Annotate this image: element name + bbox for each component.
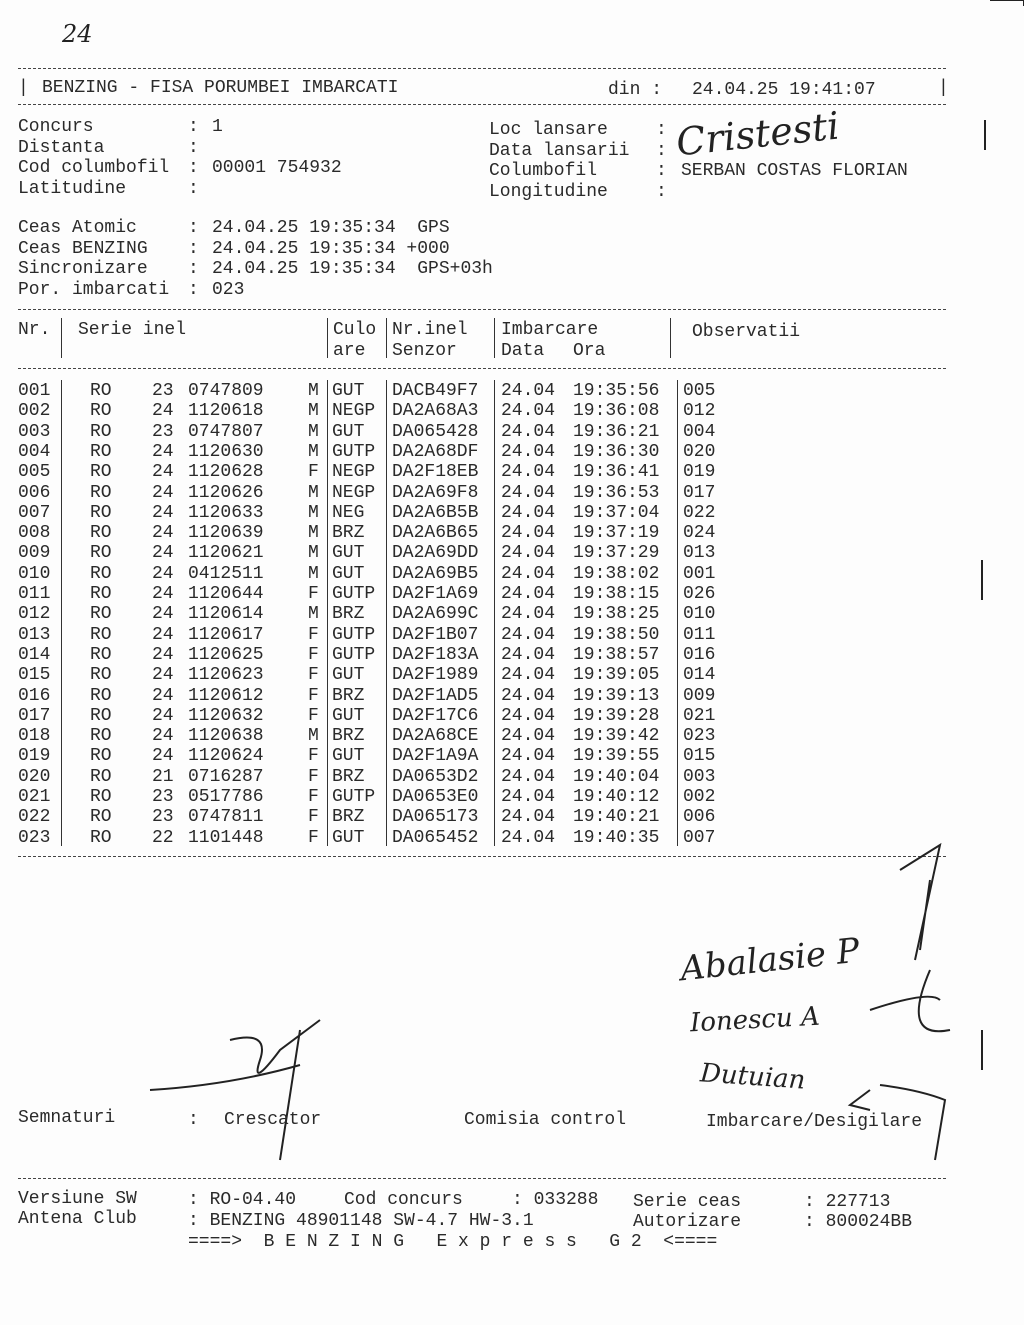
row-nr: 011	[18, 584, 51, 604]
row-time: 19:39:55	[573, 746, 660, 767]
row-date: 24.04	[501, 787, 556, 807]
row-year: 24	[152, 705, 174, 726]
row-date: 24.04	[501, 563, 556, 584]
row-ring-number: 0747811	[188, 807, 264, 828]
row-color: GUT	[332, 563, 365, 584]
info-value: 1	[212, 117, 223, 137]
din-label: din :	[608, 80, 663, 100]
row-nr: 021	[18, 787, 51, 807]
row-date: 24.04	[501, 726, 556, 747]
row-sensor: DA2A68CE	[392, 726, 479, 747]
row-country: RO	[90, 482, 112, 503]
cod-concurs-value: : 033288	[512, 1190, 599, 1210]
info-label: Data lansarii	[489, 140, 630, 161]
row-year: 24	[152, 502, 174, 523]
header-senzor: Senzor	[392, 341, 457, 361]
info-label: Columbofil	[489, 161, 598, 181]
info-colon: :	[188, 117, 199, 137]
row-sex: F	[308, 766, 319, 787]
row-sex: M	[308, 401, 319, 422]
row-country: RO	[90, 462, 112, 483]
row-nr: 016	[18, 685, 51, 706]
row-observatii: 026	[683, 584, 716, 604]
row-ring-number: 1120639	[188, 523, 264, 544]
serie-ceas-value: : 227713	[804, 1192, 891, 1212]
row-year: 23	[152, 807, 174, 828]
handwritten-loc-lansare: Cristesti	[674, 103, 842, 165]
info-colon: :	[656, 181, 667, 202]
row-observatii: 010	[683, 604, 716, 625]
row-time: 19:40:35	[573, 827, 660, 848]
row-observatii: 015	[683, 746, 716, 767]
header-ora: Ora	[573, 341, 606, 361]
row-year: 23	[152, 381, 174, 401]
row-color: GUTP	[332, 584, 376, 604]
row-date: 24.04	[501, 705, 556, 726]
row-nr: 001	[18, 381, 51, 401]
row-observatii: 014	[683, 665, 716, 686]
clock-label: Ceas BENZING	[18, 238, 148, 259]
row-ring-number: 1120633	[188, 502, 264, 523]
row-color: BRZ	[332, 726, 365, 747]
row-color: GUTP	[332, 441, 376, 462]
row-sensor: DA2A69DD	[392, 543, 479, 564]
row-nr: 017	[18, 705, 51, 726]
row-sensor: DA2A6B5B	[392, 502, 479, 523]
row-date: 24.04	[501, 482, 556, 503]
row-sex: F	[308, 827, 319, 848]
row-ring-number: 1120623	[188, 665, 264, 686]
row-ring-number: 0747807	[188, 421, 264, 442]
row-nr: 006	[18, 482, 51, 503]
row-time: 19:37:04	[573, 502, 660, 523]
info-label: Distanta	[18, 137, 105, 158]
header-nr: Nr.	[18, 320, 51, 340]
row-observatii: 012	[683, 401, 716, 422]
row-time: 19:40:12	[573, 787, 660, 807]
row-country: RO	[90, 705, 112, 726]
row-observatii: 001	[683, 563, 716, 584]
row-color: BRZ	[332, 685, 365, 706]
row-time: 19:38:25	[573, 604, 660, 625]
row-date: 24.04	[501, 584, 556, 604]
clock-label: Por. imbarcati	[18, 279, 170, 300]
handwritten-name: Dutuian	[699, 1058, 807, 1096]
document-title: BENZING - FISA PORUMBEI IMBARCATI	[42, 78, 399, 98]
row-color: GUT	[332, 543, 365, 564]
row-time: 19:39:28	[573, 705, 660, 726]
row-year: 24	[152, 624, 174, 645]
row-sex: M	[308, 604, 319, 625]
info-colon: :	[656, 161, 667, 181]
row-year: 24	[152, 523, 174, 544]
row-sensor: DA2F1989	[392, 665, 479, 686]
antena-label: Antena Club	[18, 1209, 137, 1229]
row-color: GUTP	[332, 624, 376, 645]
row-year: 24	[152, 482, 174, 503]
row-color: NEGP	[332, 462, 376, 483]
header-culoare: Culo	[333, 320, 377, 340]
row-year: 24	[152, 462, 174, 483]
row-ring-number: 1120614	[188, 604, 264, 625]
row-nr: 022	[18, 807, 51, 828]
clock-colon: :	[188, 279, 199, 300]
row-observatii: 011	[683, 624, 716, 645]
row-country: RO	[90, 502, 112, 523]
row-color: GUTP	[332, 644, 376, 665]
row-time: 19:37:19	[573, 523, 660, 544]
handwritten-name: Ionescu A	[689, 1001, 821, 1039]
clock-value: 24.04.25 19:35:34 GPS	[212, 218, 450, 238]
clock-colon: :	[188, 259, 199, 279]
row-year: 24	[152, 401, 174, 422]
row-color: BRZ	[332, 604, 365, 625]
clock-label: Ceas Atomic	[18, 218, 137, 238]
header-serie: Serie inel	[78, 320, 187, 340]
row-sensor: DACB49F7	[392, 381, 479, 401]
row-color: NEGP	[332, 401, 376, 422]
row-sensor: DA0653D2	[392, 766, 479, 787]
row-date: 24.04	[501, 644, 556, 665]
row-ring-number: 0517786	[188, 787, 264, 807]
row-country: RO	[90, 766, 112, 787]
row-sensor: DA2F183A	[392, 644, 479, 665]
row-time: 19:38:15	[573, 584, 660, 604]
row-country: RO	[90, 787, 112, 807]
row-year: 24	[152, 563, 174, 584]
row-sex: F	[308, 705, 319, 726]
row-country: RO	[90, 381, 112, 401]
row-ring-number: 1120618	[188, 401, 264, 422]
row-sensor: DA2F18EB	[392, 462, 479, 483]
row-nr: 005	[18, 462, 51, 483]
row-nr: 010	[18, 563, 51, 584]
row-country: RO	[90, 624, 112, 645]
row-year: 24	[152, 685, 174, 706]
row-date: 24.04	[501, 807, 556, 828]
row-date: 24.04	[501, 462, 556, 483]
info-colon: :	[656, 140, 667, 161]
row-sensor: DA2F17C6	[392, 705, 479, 726]
row-color: GUT	[332, 381, 365, 401]
row-nr: 018	[18, 726, 51, 747]
row-sensor: DA2F1AD5	[392, 685, 479, 706]
row-nr: 020	[18, 766, 51, 787]
row-date: 24.04	[501, 685, 556, 706]
row-sex: F	[308, 624, 319, 645]
row-nr: 014	[18, 644, 51, 665]
row-ring-number: 1120626	[188, 482, 264, 503]
row-nr: 023	[18, 827, 51, 848]
row-country: RO	[90, 746, 112, 767]
row-sex: M	[308, 726, 319, 747]
row-nr: 007	[18, 502, 51, 523]
handwritten-name: Abalasie P	[678, 930, 862, 990]
row-date: 24.04	[501, 381, 556, 401]
row-nr: 008	[18, 523, 51, 544]
row-nr: 013	[18, 624, 51, 645]
row-ring-number: 1120625	[188, 644, 264, 665]
row-time: 19:39:42	[573, 726, 660, 747]
row-sex: M	[308, 543, 319, 564]
row-sensor: DA065173	[392, 807, 479, 828]
row-observatii: 020	[683, 441, 716, 462]
row-time: 19:36:53	[573, 482, 660, 503]
antena-value: : BENZING 48901148 SW-4.7 HW-3.1	[188, 1211, 534, 1231]
row-sex: M	[308, 381, 319, 401]
autorizare-label: Autorizare	[633, 1212, 742, 1232]
row-year: 22	[152, 827, 174, 848]
row-time: 19:38:57	[573, 644, 660, 665]
row-time: 19:36:30	[573, 441, 660, 462]
row-sensor: DA2A69B5	[392, 563, 479, 584]
row-time: 19:38:02	[573, 563, 660, 584]
row-sensor: DA2A68DF	[392, 441, 479, 462]
row-nr: 019	[18, 746, 51, 767]
brand-line: ====> B E N Z I N G E x p r e s s G 2 <====	[188, 1232, 718, 1252]
row-country: RO	[90, 665, 112, 686]
row-color: GUT	[332, 746, 365, 767]
row-country: RO	[90, 584, 112, 604]
row-ring-number: 1120617	[188, 624, 264, 645]
row-color: GUT	[332, 421, 365, 442]
row-color: NEGP	[332, 482, 376, 503]
row-year: 24	[152, 584, 174, 604]
row-time: 19:39:05	[573, 665, 660, 686]
row-sensor: DA2A68A3	[392, 401, 479, 422]
row-sex: M	[308, 502, 319, 523]
divider	[18, 1178, 946, 1179]
versiune-label: Versiune SW	[18, 1189, 137, 1209]
title-bar-right: |	[938, 78, 949, 98]
row-sensor: DA2A6B65	[392, 523, 479, 544]
row-country: RO	[90, 827, 112, 848]
row-date: 24.04	[501, 523, 556, 544]
row-nr: 004	[18, 441, 51, 462]
info-label: Cod columbofil	[18, 158, 170, 178]
din-value: 24.04.25 19:41:07	[692, 80, 876, 100]
row-time: 19:40:21	[573, 807, 660, 828]
row-ring-number: 1120621	[188, 543, 264, 564]
row-sex: M	[308, 563, 319, 584]
versiune-value: : RO-04.40	[188, 1190, 297, 1210]
row-nr: 009	[18, 543, 51, 564]
row-ring-number: 0412511	[188, 563, 264, 584]
row-sex: M	[308, 523, 319, 544]
row-sex: F	[308, 462, 319, 483]
info-label: Loc lansare	[489, 120, 608, 140]
row-date: 24.04	[501, 827, 556, 848]
row-sensor: DA2F1A69	[392, 584, 479, 604]
row-year: 24	[152, 441, 174, 462]
row-sensor: DA2A699C	[392, 604, 479, 625]
row-nr: 003	[18, 421, 51, 442]
row-sex: M	[308, 421, 319, 442]
row-date: 24.04	[501, 766, 556, 787]
row-color: BRZ	[332, 766, 365, 787]
row-time: 19:39:13	[573, 685, 660, 706]
row-year: 23	[152, 421, 174, 442]
info-label: Longitudine	[489, 181, 608, 202]
row-observatii: 013	[683, 543, 716, 564]
row-time: 19:36:41	[573, 462, 660, 483]
row-date: 24.04	[501, 543, 556, 564]
info-value: SERBAN COSTAS FLORIAN	[681, 161, 908, 181]
row-sex: M	[308, 482, 319, 503]
clock-value: 023	[212, 279, 245, 300]
row-observatii: 016	[683, 644, 716, 665]
clock-colon: :	[188, 238, 199, 259]
row-sex: F	[308, 746, 319, 767]
header-culoare-2: are	[333, 341, 366, 361]
row-date: 24.04	[501, 421, 556, 442]
row-date: 24.04	[501, 401, 556, 422]
row-time: 19:36:08	[573, 401, 660, 422]
row-sensor: DA2F1A9A	[392, 746, 479, 767]
row-sex: F	[308, 807, 319, 828]
row-sensor: DA065428	[392, 421, 479, 442]
cod-concurs-label: Cod concurs	[344, 1190, 463, 1210]
info-colon: :	[188, 158, 199, 178]
row-observatii: 019	[683, 462, 716, 483]
row-observatii: 017	[683, 482, 716, 503]
row-year: 24	[152, 543, 174, 564]
row-color: GUT	[332, 665, 365, 686]
row-country: RO	[90, 421, 112, 442]
clock-colon: :	[188, 218, 199, 238]
row-observatii: 021	[683, 705, 716, 726]
clock-value: 24.04.25 19:35:34 +000	[212, 238, 450, 259]
row-color: NEG	[332, 502, 365, 523]
row-year: 24	[152, 644, 174, 665]
row-sex: F	[308, 787, 319, 807]
row-observatii: 004	[683, 421, 716, 442]
signature-imbarcare: Imbarcare/Desigilare	[706, 1112, 923, 1132]
row-time: 19:36:21	[573, 421, 660, 442]
row-year: 24	[152, 746, 174, 767]
row-date: 24.04	[501, 624, 556, 645]
row-country: RO	[90, 807, 112, 828]
row-color: BRZ	[332, 523, 365, 544]
info-label: Latitudine	[18, 178, 127, 199]
row-country: RO	[90, 685, 112, 706]
row-date: 24.04	[501, 441, 556, 462]
row-ring-number: 0716287	[188, 766, 264, 787]
row-ring-number: 1120612	[188, 685, 264, 706]
row-date: 24.04	[501, 746, 556, 767]
row-color: BRZ	[332, 807, 365, 828]
row-observatii: 006	[683, 807, 716, 828]
row-sex: F	[308, 644, 319, 665]
row-country: RO	[90, 644, 112, 665]
info-colon: :	[656, 120, 667, 140]
row-time: 19:35:56	[573, 381, 660, 401]
row-ring-number: 1120624	[188, 746, 264, 767]
header-observatii: Observatii	[692, 322, 801, 342]
header-data: Data	[501, 341, 545, 361]
row-observatii: 009	[683, 685, 716, 706]
row-ring-number: 1120632	[188, 705, 264, 726]
header-imbarcare: Imbarcare	[501, 320, 599, 340]
row-sex: F	[308, 584, 319, 604]
row-year: 21	[152, 766, 174, 787]
row-color: GUT	[332, 827, 365, 848]
row-ring-number: 1120638	[188, 726, 264, 747]
row-color: GUT	[332, 705, 365, 726]
row-sensor: DA2A69F8	[392, 482, 479, 503]
row-ring-number: 1101448	[188, 827, 264, 848]
signatures-colon: :	[188, 1110, 199, 1130]
row-date: 24.04	[501, 665, 556, 686]
row-year: 24	[152, 604, 174, 625]
row-observatii: 005	[683, 381, 716, 401]
row-observatii: 003	[683, 766, 716, 787]
row-sex: F	[308, 685, 319, 706]
info-colon: :	[188, 137, 199, 158]
signature-comisia: Comisia control	[464, 1110, 627, 1130]
info-label: Concurs	[18, 117, 94, 137]
clock-label: Sincronizare	[18, 259, 148, 279]
serie-ceas-label: Serie ceas	[633, 1192, 742, 1212]
row-time: 19:38:50	[573, 624, 660, 645]
row-country: RO	[90, 726, 112, 747]
clock-value: 24.04.25 19:35:34 GPS+03h	[212, 259, 493, 279]
row-observatii: 022	[683, 502, 716, 523]
row-year: 24	[152, 665, 174, 686]
row-sensor: DA2F1B07	[392, 624, 479, 645]
row-country: RO	[90, 441, 112, 462]
row-ring-number: 1120630	[188, 441, 264, 462]
row-year: 24	[152, 726, 174, 747]
info-colon: :	[188, 178, 199, 199]
autorizare-value: : 800024BB	[804, 1212, 913, 1232]
signatures-label: Semnaturi	[18, 1108, 116, 1128]
row-time: 19:37:29	[573, 543, 660, 564]
row-nr: 015	[18, 665, 51, 686]
row-color: GUTP	[332, 787, 376, 807]
row-sex: M	[308, 441, 319, 462]
row-country: RO	[90, 563, 112, 584]
row-observatii: 024	[683, 523, 716, 544]
row-sensor: DA065452	[392, 827, 479, 848]
row-date: 24.04	[501, 604, 556, 625]
row-date: 24.04	[501, 502, 556, 523]
row-observatii: 023	[683, 726, 716, 747]
row-year: 23	[152, 787, 174, 807]
row-country: RO	[90, 604, 112, 625]
header-nrinel: Nr.inel	[392, 320, 468, 340]
row-sensor: DA0653E0	[392, 787, 479, 807]
row-country: RO	[90, 401, 112, 422]
row-ring-number: 1120644	[188, 584, 264, 604]
row-time: 19:40:04	[573, 766, 660, 787]
row-country: RO	[90, 543, 112, 564]
row-ring-number: 0747809	[188, 381, 264, 401]
signature-crescator: Crescator	[224, 1110, 322, 1130]
row-nr: 002	[18, 401, 51, 422]
title-bar-left: |	[18, 78, 40, 98]
row-observatii: 002	[683, 787, 716, 807]
row-country: RO	[90, 523, 112, 544]
row-observatii: 007	[683, 827, 716, 848]
info-value: 00001 754932	[212, 158, 342, 178]
row-nr: 012	[18, 604, 51, 625]
row-ring-number: 1120628	[188, 462, 264, 483]
handwritten-page-number: 24	[62, 20, 93, 48]
row-sex: F	[308, 665, 319, 686]
